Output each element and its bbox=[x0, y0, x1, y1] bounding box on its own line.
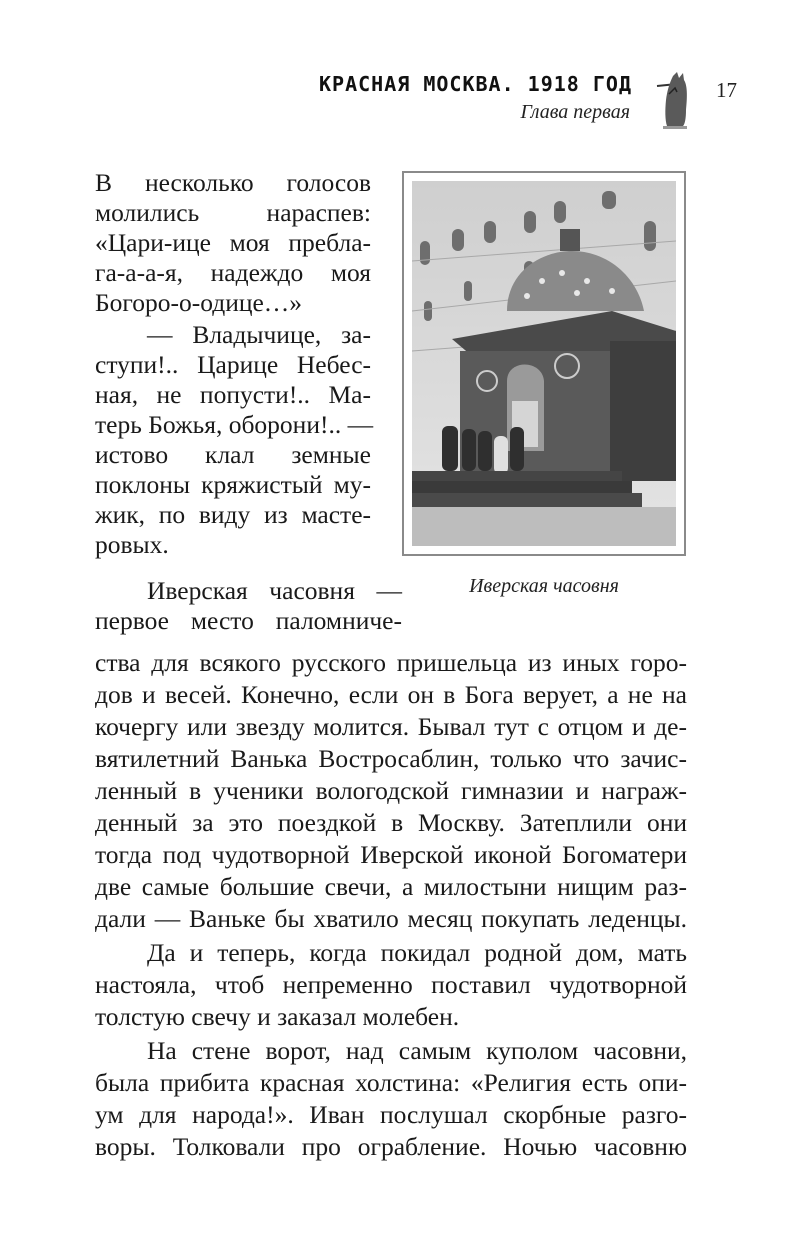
running-title: КРАСНАЯ МОСКВА. 1918 ГОД bbox=[319, 72, 632, 96]
text-line: ная, не попусти!.. Ма- bbox=[95, 380, 371, 409]
text-line: Да и теперь, когда покидал родной дом, мать bbox=[147, 938, 687, 967]
text-line: кочергу или звезду молится. Бывал тут с отцом и де- bbox=[95, 712, 687, 741]
text-line: Богоро-о-одице…» bbox=[95, 288, 303, 317]
text-line: денный за это поездкой в Москву. Затеплили они bbox=[95, 808, 687, 837]
text-line: две самые большие свечи, а милостыни нищим раз- bbox=[95, 872, 687, 901]
bear-emblem-icon bbox=[655, 70, 691, 132]
text-line: ленный в ученики вологодской гимназии и награж- bbox=[95, 776, 687, 805]
page-number: 17 bbox=[716, 78, 737, 102]
text-line: тогда под чудотворной Иверской иконой Богоматери bbox=[95, 840, 687, 869]
text-line: жик, по виду из масте- bbox=[95, 500, 371, 529]
text-line: была прибита красная холстина: «Религия есть опи- bbox=[95, 1068, 687, 1097]
text-line: «Цари-ице моя пребла- bbox=[95, 228, 371, 257]
photo-frame bbox=[402, 171, 686, 556]
chapter-title: Глава первая bbox=[520, 101, 630, 123]
text-line: ства для всякого русского пришельца из иных горо- bbox=[95, 648, 687, 677]
text-line: дали — Ваньке бы хватило месяц покупать леденцы. bbox=[95, 904, 687, 933]
text-line: Иверская часовня — bbox=[147, 576, 402, 605]
figure-caption: Иверская часовня bbox=[469, 575, 619, 597]
text-line: поклоны кряжистый му- bbox=[95, 470, 371, 499]
text-line: В несколько голосов bbox=[95, 168, 371, 197]
text-line: вятилетний Ванька Востросаблин, только что зачис- bbox=[95, 744, 687, 773]
text-line: первое место паломниче- bbox=[95, 606, 402, 635]
text-line: ум для народа!». Иван послушал скорбные разго- bbox=[95, 1100, 687, 1129]
text-line: дов и весей. Конечно, если он в Бога верует, а не на bbox=[95, 680, 687, 709]
text-line: терь Божья, оборони!.. — bbox=[95, 410, 374, 439]
text-line: ступи!.. Царице Небес- bbox=[95, 350, 371, 379]
text-line: На стене ворот, над самым куполом часовни, bbox=[147, 1036, 687, 1065]
text-line: га-а-а-я, надеждо моя bbox=[95, 258, 371, 287]
text-line: ровых. bbox=[95, 530, 169, 559]
text-line: молились нараспев: bbox=[95, 198, 371, 227]
chapel-photo bbox=[412, 181, 676, 546]
text-line: настояла, чтоб непременно поставил чудотворной bbox=[95, 970, 687, 999]
text-line: истово клал земные bbox=[95, 440, 371, 469]
text-line: — Владычице, за- bbox=[147, 320, 371, 349]
text-line: воры. Толковали про ограбление. Ночью часовню bbox=[95, 1132, 687, 1161]
text-line: толстую свечу и заказал молебен. bbox=[95, 1002, 460, 1031]
